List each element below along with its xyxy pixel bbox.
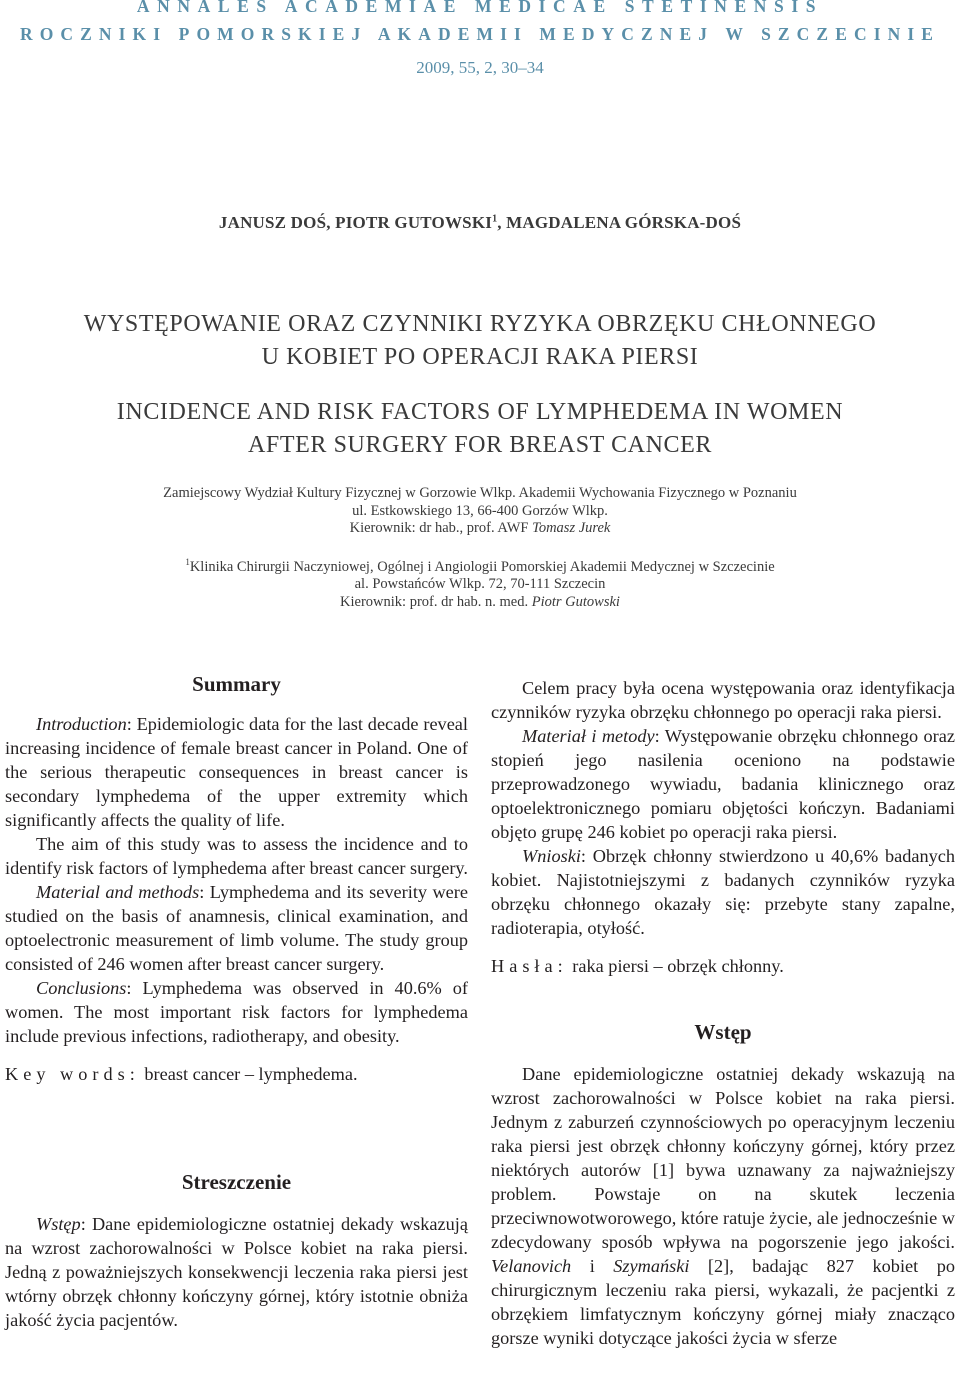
introduction-label: Introduction (36, 714, 127, 734)
affiliation-2-clinic: Klinika Chirurgii Naczyniowej, Ogólnej i Angiologii Pomorskiej Akademii Medycznej w Szczecinie (189, 558, 775, 575)
summary-heading: Summary (192, 672, 281, 696)
journal-name-latin: ANNALES ACADEMIAE MEDICAE STETINENSIS (136, 0, 824, 16)
wstep-p1-text: Dane epidemiologiczne ostatniej dekady wskazują na wzrost zachorowalności w Polsce kobiet na raka piersi. Jednym z zaburzeń czynnościowych po operacyjnym leczeniu raka piersi jest obrzęk chłonny kończyny górnej, który przez niektórych autorów [1] bywa uznawany za najważniejszy problem. Powstaje on na skutek leczenia przeciwnowotworowego, które ratuje życie, ale jednocześnie w zdecydowany sposób wpływa na pogorszenie jego jakości. (491, 1064, 955, 1252)
wstep-cited-author-2: Szymański (613, 1256, 690, 1276)
authors-part1: JANUSZ DOŚ, PIOTR GUTOWSKI (218, 213, 493, 232)
haslo-label: Hasła: (491, 956, 568, 976)
affiliation-2-line1 (60, 554, 900, 576)
streszczenie-wnioski (491, 844, 955, 940)
affiliation-2-mark: 1 (185, 557, 190, 567)
wstep-heading: Wstęp (694, 1020, 752, 1044)
wstep-and: i (571, 1256, 614, 1276)
author-affiliation-mark: 1 (492, 213, 498, 225)
author-list (0, 213, 960, 233)
affiliation-1-line3 (60, 520, 900, 538)
material-text: : Występowanie obrzęku chłonnego oraz stopień jego nasilenia oceniono na podstawie przeprowadzonego wywiadu, badania klinicznego oraz optoelektronicznego pomiaru objętości kończyn. Badaniami objęto grupę 246 kobiet po operacji raka piersi. (491, 726, 955, 842)
streszczenie-cel: Celem pracy była ocena występowania oraz identyfikacja czynników ryzyka obrzęku chłonnego po operacji raka piersi. (491, 678, 955, 722)
right-column (491, 676, 955, 1350)
summary-conclusions (5, 976, 468, 1048)
conclusions-text: : Lymphedema was observed in 40.6% of women. The most important risk factors for lymphedema include previous infections, radiotherapy, and obesity. (5, 978, 468, 1046)
title-english (0, 396, 960, 462)
affiliation-1-line1: Zamiejscowy Wydział Kultury Fizycznej w Gorzowie Wlkp. Akademii Wychowania Fizycznego w Poznaniu (163, 485, 797, 501)
summary-methods (5, 880, 468, 976)
affiliation-1-line2: ul. Estkowskiego 13, 66-400 Gorzów Wlkp. (352, 502, 608, 519)
keywords-label: Key words: (5, 1064, 140, 1084)
wnioski-label: Wnioski (522, 846, 581, 866)
summary-aim: The aim of this study was to assess the incidence and to identify risk factors of lymphedema after breast cancer surgery. (5, 834, 468, 878)
affiliation-2-head-name: Piotr Gutowski (531, 593, 620, 610)
affiliation-1 (60, 485, 900, 538)
streszczenie-wstep (5, 1212, 468, 1332)
affiliation-2-line3 (60, 594, 900, 612)
summary-keywords (5, 1062, 468, 1086)
title-polish-line1: WYSTĘPOWANIE ORAZ CZYNNIKI RYZYKA OBRZĘKU CHŁONNEGO (83, 311, 877, 337)
title-polish-line2: U KOBIET PO OPERACJI RAKA PIERSI (261, 344, 699, 370)
streszczenie-haslo (491, 954, 955, 978)
affiliation-1-head-name: Tomasz Jurek (532, 520, 611, 536)
left-column (5, 672, 468, 1332)
affiliation-1-head-prefix: Kierownik: dr hab., prof. AWF (349, 520, 533, 536)
journal-volume: 2009, 55, 2, 30–34 (416, 58, 544, 77)
wstep-cited-author-1: Velanovich (491, 1256, 572, 1276)
streszczenie-heading: Streszczenie (181, 1170, 292, 1194)
methods-label: Material and methods (36, 882, 200, 902)
affiliation-2-head-prefix: Kierownik: prof. dr hab. n. med. (340, 593, 532, 610)
affiliation-2-line2: al. Powstańców Wlkp. 72, 70-111 Szczecin (354, 576, 606, 593)
title-polish (0, 308, 960, 374)
material-label: Materiał i metody (522, 726, 655, 746)
wstep-p1-end: [2], badając 827 kobiet po chirurgicznym leczeniu raka piersi, wykazali, że pacjentki z obrzękiem limfatycznym kończyny górnej miały znacząco gorsze wyniki dotyczące jakości życia w sferze (491, 1256, 955, 1348)
keywords-text: breast cancer – lymphedema. (139, 1064, 358, 1084)
affiliation-2 (60, 554, 900, 611)
authors-part2: , MAGDALENA GÓRSKA-DOŚ (497, 213, 742, 232)
haslo-text: raka piersi – obrzęk chłonny. (567, 956, 784, 976)
title-english-line2: AFTER SURGERY FOR BREAST CANCER (247, 432, 713, 458)
journal-name-polish: ROCZNIKI POMORSKIEJ AKADEMII MEDYCZNEJ W SZCZECINIE (19, 24, 941, 44)
methods-text: : Lymphedema and its severity were studied on the basis of anamnesis, clinical examination, and optoelectronic measurement of limb volume. The study group consisted of 246 women after breast cancer surgery. (5, 882, 468, 974)
streszczenie-material (491, 724, 955, 844)
wstep-label: Wstęp (36, 1214, 81, 1234)
wstep-paragraph (491, 1062, 955, 1350)
wnioski-text: : Obrzęk chłonny stwierdzono u 40,6% badanych kobiet. Najistotniejszymi z badanych czynników ryzyka obrzęku chłonnego okazały się: przebyte stany zapalne, radioterapia, otyłość. (491, 846, 955, 938)
conclusions-label: Conclusions (36, 978, 127, 998)
title-english-line1: INCIDENCE AND RISK FACTORS OF LYMPHEDEMA IN WOMEN (116, 399, 844, 425)
introduction-text: : Epidemiologic data for the last decade reveal increasing incidence of female breast cancer in Poland. One of the serious therapeutic consequences in breast cancer is secondary lymphedema of the upper extremity which significantly affects the quality of life. (5, 714, 468, 830)
summary-introduction (5, 712, 468, 832)
wstep-text: : Dane epidemiologiczne ostatniej dekady wskazują na wzrost zachorowalności w Polsce kobiet na raka piersi. Jedną z poważniejszych konsekwencji leczenia raka piersi jest wtórny obrzęk chłonny kończyny górnej, który istotnie obniża jakość życia pacjentów. (5, 1214, 468, 1330)
